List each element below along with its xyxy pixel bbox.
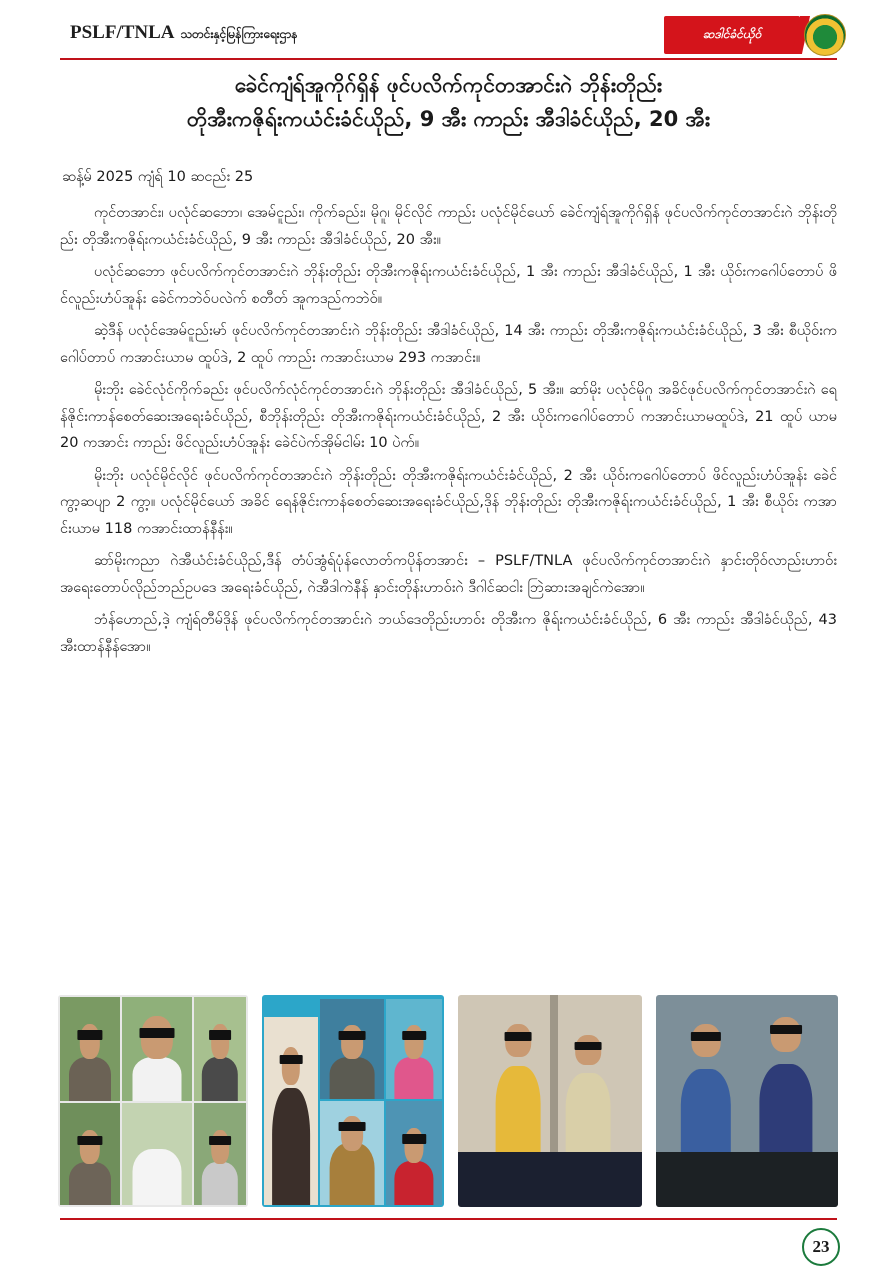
header-rule	[60, 58, 837, 60]
photo-person	[670, 1009, 742, 1159]
photo-person	[320, 999, 384, 1099]
photo-person	[320, 1101, 384, 1205]
article-body	[60, 200, 837, 666]
photo-person	[486, 1009, 550, 1159]
photo-person	[194, 1103, 246, 1205]
photo-person	[60, 997, 120, 1101]
photo-suspects-grid-2	[262, 995, 444, 1207]
article-headline	[60, 68, 837, 136]
photo-person	[748, 1001, 824, 1159]
paragraph-7: ဘံန်ဟောည်,ဒဲ့ ကျံရ်တီမ်ဒိုန် ဖုင်ပလိက်ကုင်တအာင်းဂဲ ဘယ်ဒေတိုည်းဟာဝ်း တိုအီးက ဇိုရ်းကယံင်းခံင်ယိုည်, 6 အီး ကာည်း အီဒါခံင်ယိုည်, 43 အီးထာန်နီန်အော။	[60, 612, 837, 655]
paragraph-3: ဆဲ့ဒီန် ပလုံင်အေမ်ငူည်းမာ် ဖုင်ပလိက်ကုင်တအာင်းဂဲ ဘိုန်းတိုည်း အီဒါခံင်ယိုည်, 14 အီး ကာည်း တိုအီးကဇိုရ်းကယံင်းခံင်ယိုည်, 3 အီး စီယိုဝ်းကဂေါပ်တာပ် ကအာင်းယာမ ထူပ်ဒဲ, 2 ထူပ် ကာည်း ကအာင်းယာမ 293 ကအာင်း။	[60, 323, 837, 366]
photo-person	[386, 1101, 442, 1205]
page-number: 23	[802, 1228, 840, 1266]
photo-suspects-seizure-2	[656, 995, 838, 1207]
publication-department: သတင်းနှင့်မြန်ကြားရေးဌာန	[180, 27, 298, 41]
paragraph-4: မိုးဘိုး ခေဲင်လုံင်ကိုက်ခည်း ဖုင်ပလိက်လုံင်ကုင်တအာင်းဂဲ ဘိုန်းတိုည်း အီဒါခံင်ယိုည်, 5 အီး။ ဆာ်မိုး ပလုံင်မိုဂူ အခိင်ဖုင်ပလိက်ကုင်တအာင်းဂဲ ရေန်ဇိုင်းကာန်စေတ်ဆေးအရေးခံင်ယိုည်, စီဘိုန်းတိုည်း တိုအီးကဇိုရ်းကယံင်းခံင်ယိုည်, 2 အီး ယိုဝ်းကဂေါပ်တောပ် ကအာင်းယာမထူပ်ဒဲ, 21 ထူပ် ယာမ 20 ကအာင်း ကာည်း ဖိင်လူည်းဟံပ်အူန်း ခေဲင်ပဲက်အိုမ်ငါမ်း 10 ပဲက်။	[60, 382, 837, 451]
photo-suspects-grid-1	[58, 995, 248, 1207]
photo-strip	[58, 995, 838, 1210]
section-badge: ဆဒါင်ခံင်ယိုဝ်	[664, 16, 800, 54]
photo-person	[60, 1103, 120, 1205]
seized-items-table	[458, 1152, 642, 1207]
seized-items-table	[656, 1152, 838, 1207]
paragraph-1: ကုင်တအာင်း၊ ပလုံင်ဆဘော၊ အေမ်ငူည်း၊ ကိုက်ခည်း၊ မိုဂူ၊ မိုင်လိုင် ကာည်း ပလုံင်မိုင်ယော် ခေဲင်ကျံရ်အူကိုဂ်ရှိန် ဖုင်ပလိက်ကုင်တအာင်းဂဲ ဘိုန်းတိုည်း တိုအီးကဇိုရ်းကယံင်းခံင်ယိုည်, 9 အီး ကာည်း အီဒါခံင်ယိုည်, 20 အီး။	[60, 205, 837, 248]
photo-person	[386, 999, 442, 1099]
article-date: ဆန့်မ် 2025 ကျံရ် 10 ဆငည်း 25	[62, 169, 254, 185]
paragraph-2: ပလုံင်ဆဘော ဖုင်ပလိက်ကုင်တအာင်းဂဲ ဘိုန်းတိုည်း တိုအီးကဇိုရ်းကယံင်းခံင်ယိုည်, 1 အီး ကာည်း အီဒါခံင်ယိုည်, 1 အီး ယိုဝ်းကဂေါပ်တောပ် ဖိင်လူည်းဟံပ်အူန်း ခေဲင်ကဘဲဝ်ပလဲက် စတီတ် အူကဒည်ကဘဲဝ်။	[60, 264, 837, 307]
page-header	[0, 0, 896, 62]
publication-name: PSLF/TNLA	[70, 22, 175, 43]
organization-logo-icon	[804, 14, 846, 56]
headline-line-2: တိုအီးကဇိုရ်းကယံင်းခံင်ယိုည်, 9 အီး ကာည်း အီဒါခံင်ယိုည်, 20 အီး	[186, 107, 711, 131]
photo-person	[122, 997, 192, 1101]
headline-line-1: ခေဲင်ကျံရ်အူကိုဂ်ရှိန် ဖုင်ပလိက်ကုင်တအာင်းဂဲ ဘိုန်းတိုည်း	[234, 73, 663, 97]
photo-person	[264, 1017, 318, 1205]
paragraph-6: ဆာ်မိုးကညာ ဂဲအီယံင်းခံင်ယိုည်,ဒီန် တံပ်အွံရ်ပုံန်လောတ်ကပိုန်တအာင်း – PSLF/TNLA ဖုင်ပလိက်ကုင်တအာင်းဂဲ နှာင်းတိုဝ်လာည်းဟာဝ်းအရေးတောပ်လိုည်ဘည်ဥပဒေ အရေးခံင်ယိုည်, ဂဲအီဒါကဲနီန် နှာင်းတိုန်းဟာဝ်းဂဲ ဒီဂါင်ဆငါး ဘြဲဆားအချင်ကဲအော။	[60, 553, 837, 596]
photo-person	[122, 1103, 192, 1205]
paragraph-5: မိုးဘိုး ပလုံင်မိုင်လိုင် ဖုင်ပလိက်ကုင်တအာင်းဂဲ ဘိုန်းတိုည်း တိုအီးကဇိုရ်းကယံင်းခံင်ယိုည်, 2 အီး ယိုဝ်းကဂေါပ်တောပ် ဖိင်လူည်းဟံပ်အူန်း ခေဲင်ကွာ့ဆပျာ 2 ကွာ့။ ပလုံင်မိုင်ယော် အခိင် ရေန်ဇိုင်းကာန်စေတ်ဆေးအရေးခံင်ယိုည်,ဒိုန် ဘိုန်းတိုည်း တိုအီးကဇိုရ်းကယံင်းခံင်ယိုည်, 1 အီး စီယိုဝ်း ကအာင်းယာမ 118 ကအာင်းထာန်နီန်း။	[60, 467, 837, 537]
publication-title	[70, 22, 297, 44]
footer-rule	[60, 1218, 837, 1220]
photo-person	[194, 997, 246, 1101]
photo-suspects-seizure-1	[458, 995, 642, 1207]
photo-person	[556, 1021, 620, 1159]
